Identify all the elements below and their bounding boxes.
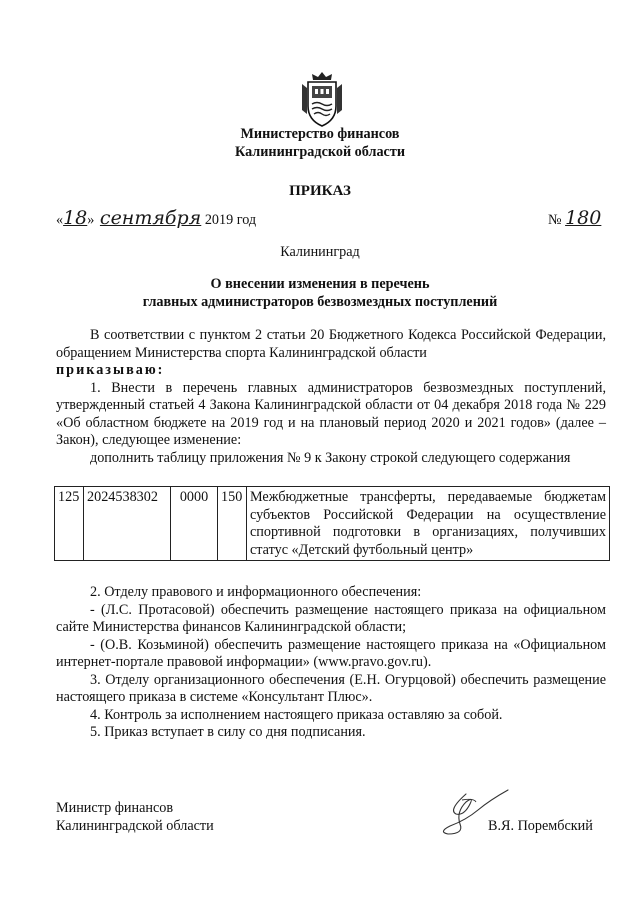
table-cell-kosgu: 150 — [218, 487, 247, 561]
coat-of-arms-icon — [298, 70, 346, 128]
order-body — [56, 327, 606, 467]
city: Калининград — [280, 244, 360, 260]
item-2-b: - (О.В. Козьминой) обеспечить размещение настоящего приказа на «Официальном интернет-портале правовой информации» (www.pravo.gov.ru). — [56, 636, 606, 670]
date-line — [56, 207, 257, 230]
order-word: приказываю: — [56, 362, 165, 378]
item-4: 4. Контроль за исполнением настоящего приказа оставляю за собой. — [90, 706, 503, 723]
date-year: 2019 год — [204, 212, 257, 228]
item-1: 1. Внести в перечень главных администраторов безвозмездных поступлений, утвержденный статьей 4 Закона Калининградской области от 04 декабря 2018 года № 229 «Об областном бюджете на 2019 год и на плановый период 2020 и 2021 годов» (далее – Закон), следующее изменение: — [56, 379, 606, 448]
order-number — [548, 207, 602, 230]
date-month: сентября — [99, 207, 202, 229]
order-title-line2: главных администраторов безвозмездных поступлений — [142, 294, 498, 310]
table-cell-subcode: 0000 — [171, 487, 218, 561]
item-2-a: - (Л.С. Протасовой) обеспечить размещение настоящего приказа на официальном сайте Министерства финансов Калининградской области; — [56, 601, 606, 635]
item-3: 3. Отделу организационного обеспечения (Е.Н. Огурцовой) обеспечить размещение настоящего приказа в системе «Консультант Плюс». — [56, 671, 606, 705]
table-cell-admin-code: 125 — [55, 487, 84, 561]
order-word-line — [56, 362, 606, 380]
inserted-table — [54, 486, 610, 561]
order-number-prefix: № — [548, 212, 562, 228]
order-number-value: 180 — [565, 207, 602, 229]
table-cell-description: Межбюджетные трансферты, передаваемые бюджетам субъектов Российской Федерации на осуществление спортивной подготовки в организациях, получивших статус «Детский футбольный центр» — [247, 487, 610, 561]
item-2: 2. Отделу правового и информационного обеспечения: — [90, 584, 422, 600]
date-quote-open: « — [56, 212, 64, 228]
item-1-sub: дополнить таблицу приложения № 9 к Закону строкой следующего содержания — [90, 449, 571, 466]
table-cell-income-code: 2024538302 — [84, 487, 171, 561]
signer-position-line2: Калининградской области — [56, 818, 214, 834]
table-row — [55, 487, 610, 561]
order-body-continued — [56, 584, 606, 742]
date-quote-close: » — [87, 212, 95, 228]
date-day: 18 — [63, 207, 88, 229]
document-type: ПРИКАЗ — [289, 183, 351, 199]
signer-name: В.Я. Порембский — [488, 818, 593, 834]
ministry-name-line2: Калининградской области — [234, 144, 405, 160]
signer-position-line1: Министр финансов — [56, 800, 174, 816]
order-title-line1: О внесении изменения в перечень — [210, 276, 430, 292]
item-5: 5. Приказ вступает в силу со дня подписания. — [90, 724, 366, 740]
preamble: В соответствии с пунктом 2 статьи 20 Бюджетного Кодекса Российской Федерации, обращением Министерства спорта Калининградской области — [56, 327, 606, 361]
ministry-name-line1: Министерство финансов — [240, 126, 400, 142]
